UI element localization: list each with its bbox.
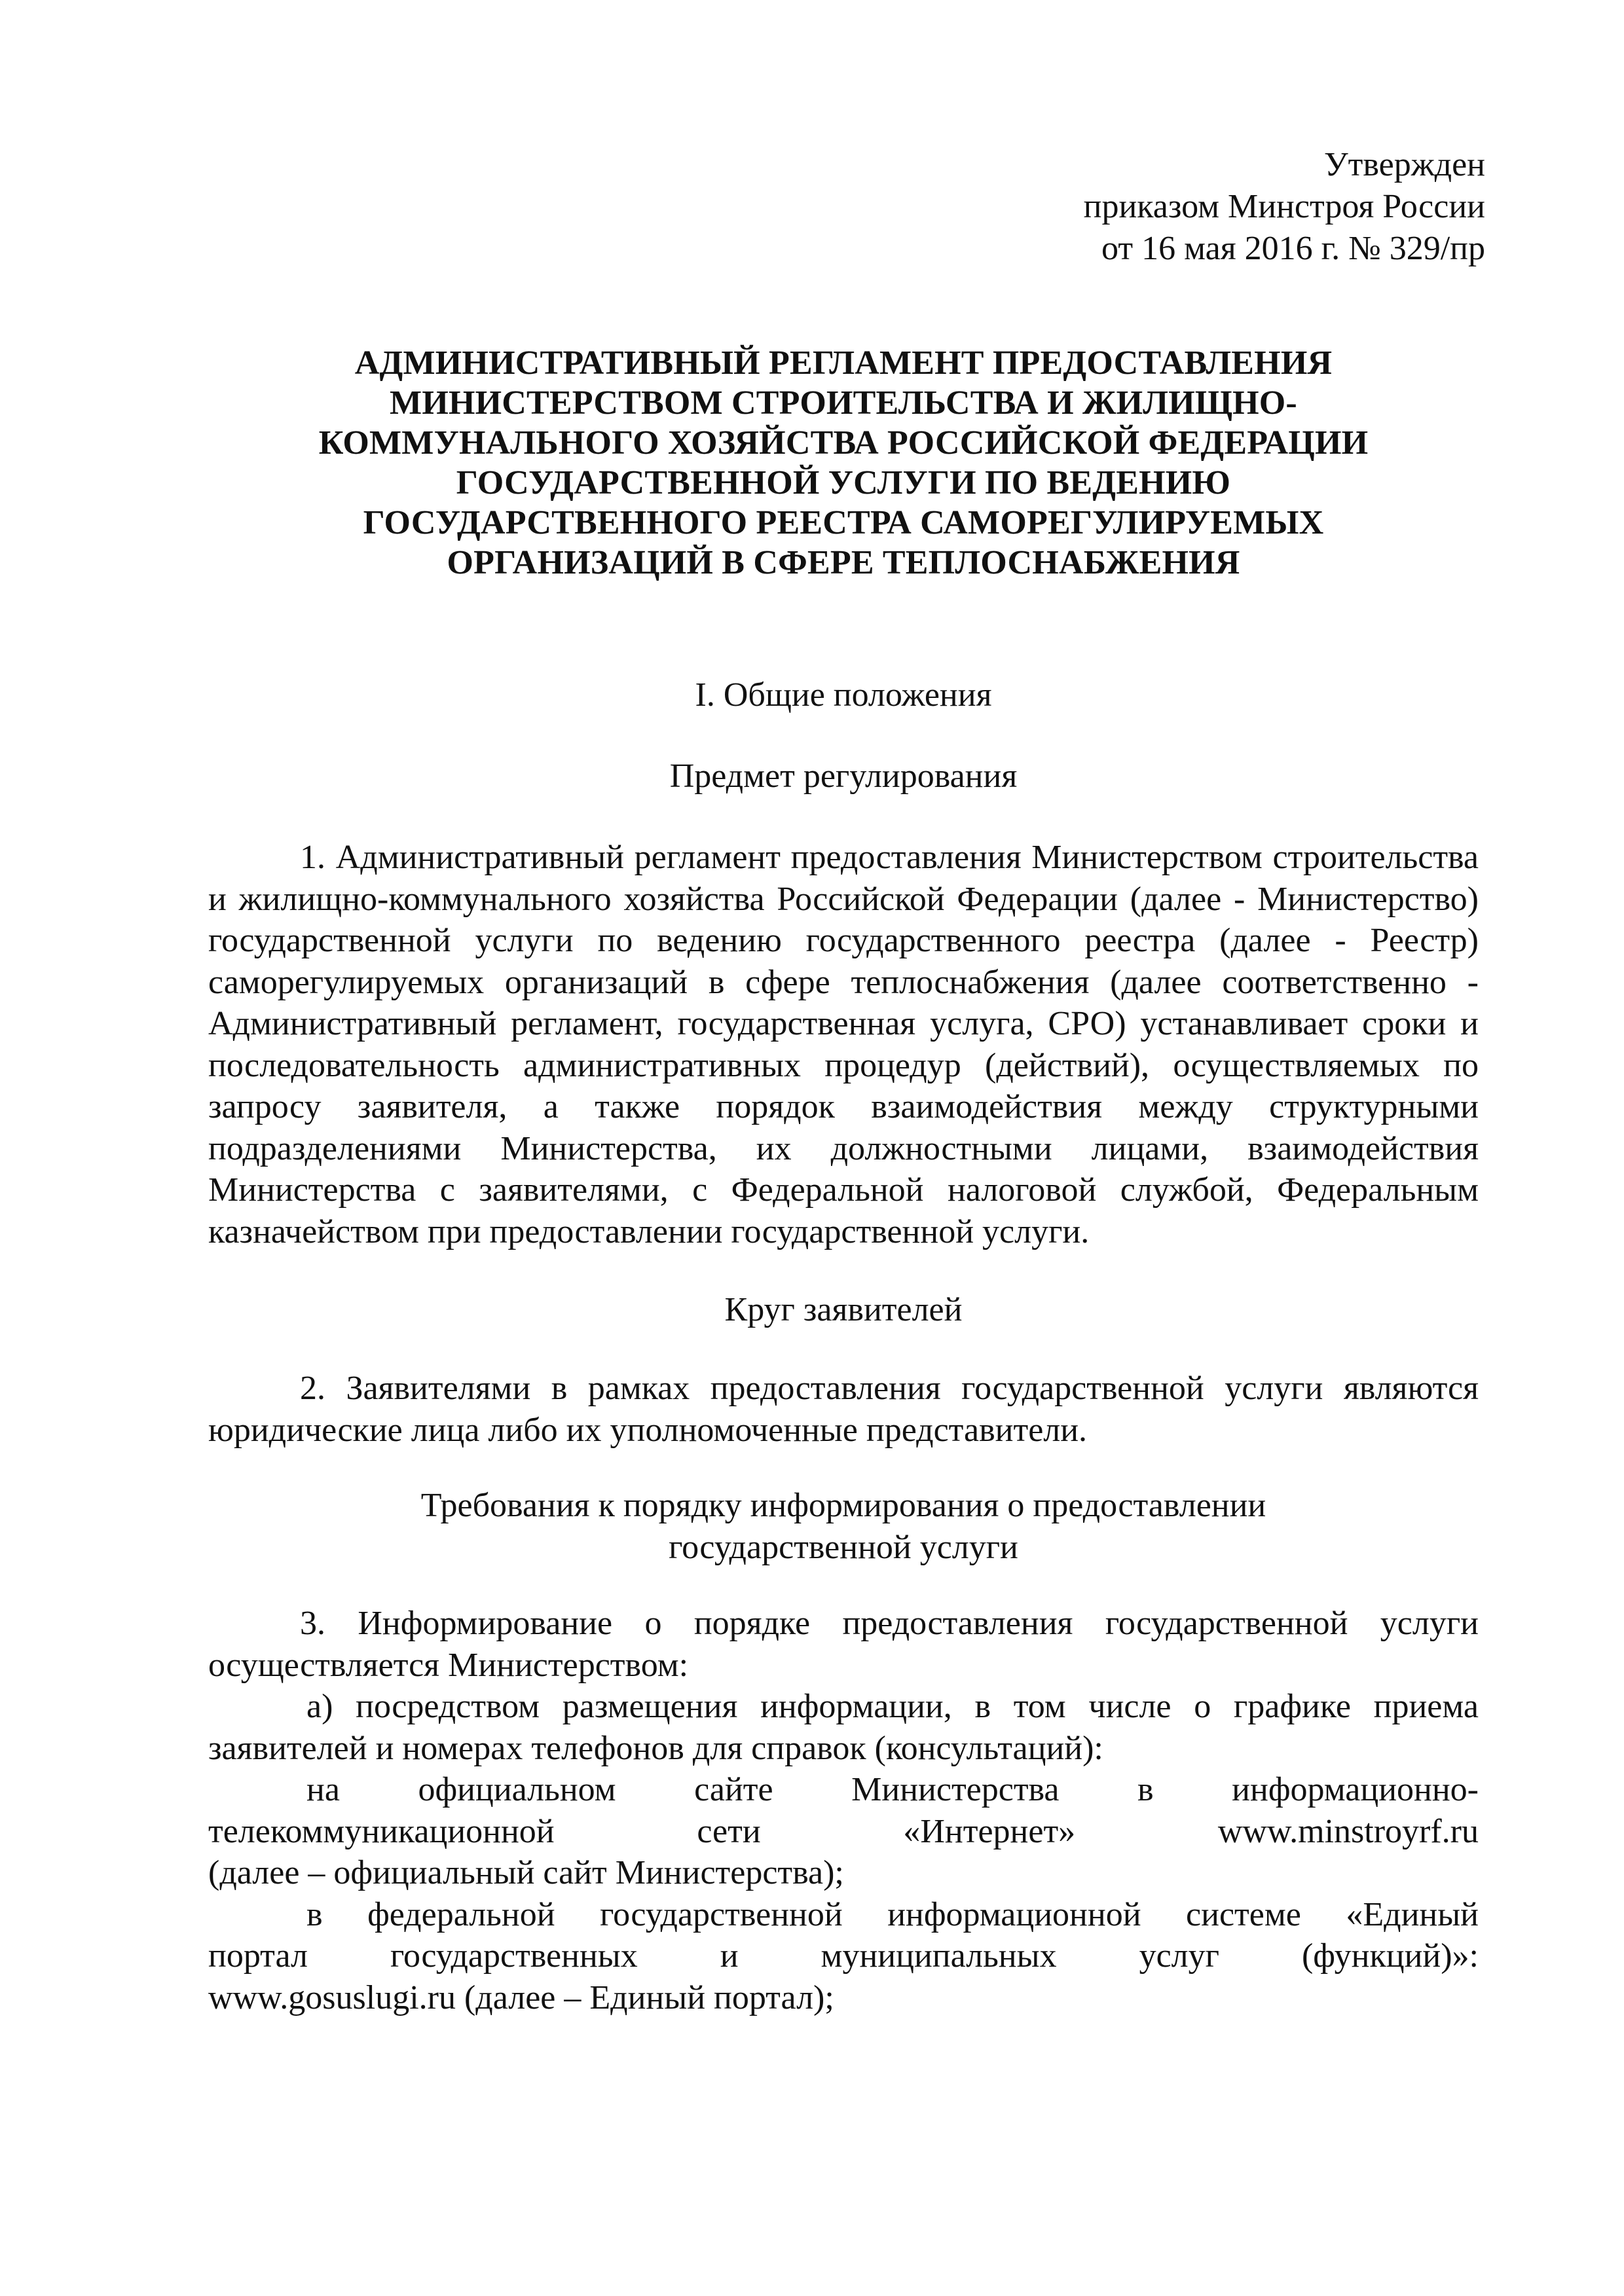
paragraph-2: 2. Заявителями в рамках предоставления государственной услуги являются юридические лица либо их уполномоченные представители. [208,1370,1479,1449]
official-site-line-2: телекоммуникационной сети «Интернет» www.minstroyrf.ru [208,1812,1479,1850]
chapter-heading: I. Общие положения [695,676,992,714]
requirements-heading-line-2: государственной услуги [669,1529,1018,1566]
approval-line-1: Утвержден [1323,146,1485,183]
official-site-clause [208,1769,1479,1894]
approval-line-3: от 16 мая 2016 г. № 329/пр [1101,230,1485,267]
paragraph-3a: а) посредством размещения информации, в том числе о графике приема заявителей и номерах телефонов для справок (консультаций): [208,1688,1479,1767]
unified-portal-clause [208,1894,1479,2019]
paragraph-1: 1. Административный регламент предоставления Министерством строительства и жилищно-коммунального хозяйства Российской Федерации (далее - Министерство) государственной услуги по ведению государственного реестра (далее - Реестр) саморегулируемых организаций в сфере теплоснабжения (далее соответственно - Административный регламент, государственная услуга, СРО) устанавливает сроки и последовательность административных процедур (действий), осуществляемых по запросу заявителя, а также порядок взаимодействия между структурными подразделениями Министерства, их должностными лицами, взаимодействия Министерства с заявителями, с Федеральной налоговой службой, Федеральным казначейством при предоставлении государственной услуги. [208,839,1479,1250]
official-site-line-1: на официальном сайте Министерства в информационно- [306,1771,1479,1808]
title-line-5: ГОСУДАРСТВЕННОГО РЕЕСТРА САМОРЕГУЛИРУЕМЫХ [363,504,1324,541]
title-line-3: КОММУНАЛЬНОГО ХОЗЯЙСТВА РОССИЙСКОЙ ФЕДЕРАЦИИ [318,424,1369,462]
approval-line-2: приказом Минстроя России [1083,188,1485,225]
title-line-2: МИНИСТЕРСТВОМ СТРОИТЕЛЬСТВА И ЖИЛИЩНО- [390,384,1297,422]
approval-stamp [208,144,1485,270]
requirements-heading [208,1485,1479,1569]
subject-heading: Предмет регулирования [669,757,1018,795]
unified-portal-line-2: портал государственных и муниципальных услуг (функций)»: [208,1937,1479,1975]
title-line-1: АДМИНИСТРАТИВНЫЙ РЕГЛАМЕНТ ПРЕДОСТАВЛЕНИЯ [354,344,1333,382]
document-body [208,144,1485,2018]
applicants-heading: Круг заявителей [724,1291,963,1328]
unified-portal-line-1: в федеральной государственной информационной системе «Единый [306,1895,1479,1933]
paragraph-3: 3. Информирование о порядке предоставления государственной услуги осуществляется Министерством: [208,1605,1479,1684]
title-line-4: ГОСУДАРСТВЕННОЙ УСЛУГИ ПО ВЕДЕНИЮ [456,464,1231,501]
document-title [208,343,1479,583]
official-site-line-3: (далее – официальный сайт Министерства); [208,1854,844,1891]
unified-portal-line-3: www.gosuslugi.ru (далее – Единый портал); [208,1978,834,2016]
requirements-heading-line-1: Требования к порядку информирования о предоставлении [420,1487,1266,1524]
title-line-6: ОРГАНИЗАЦИЙ В СФЕРЕ ТЕПЛОСНАБЖЕНИЯ [447,544,1240,581]
